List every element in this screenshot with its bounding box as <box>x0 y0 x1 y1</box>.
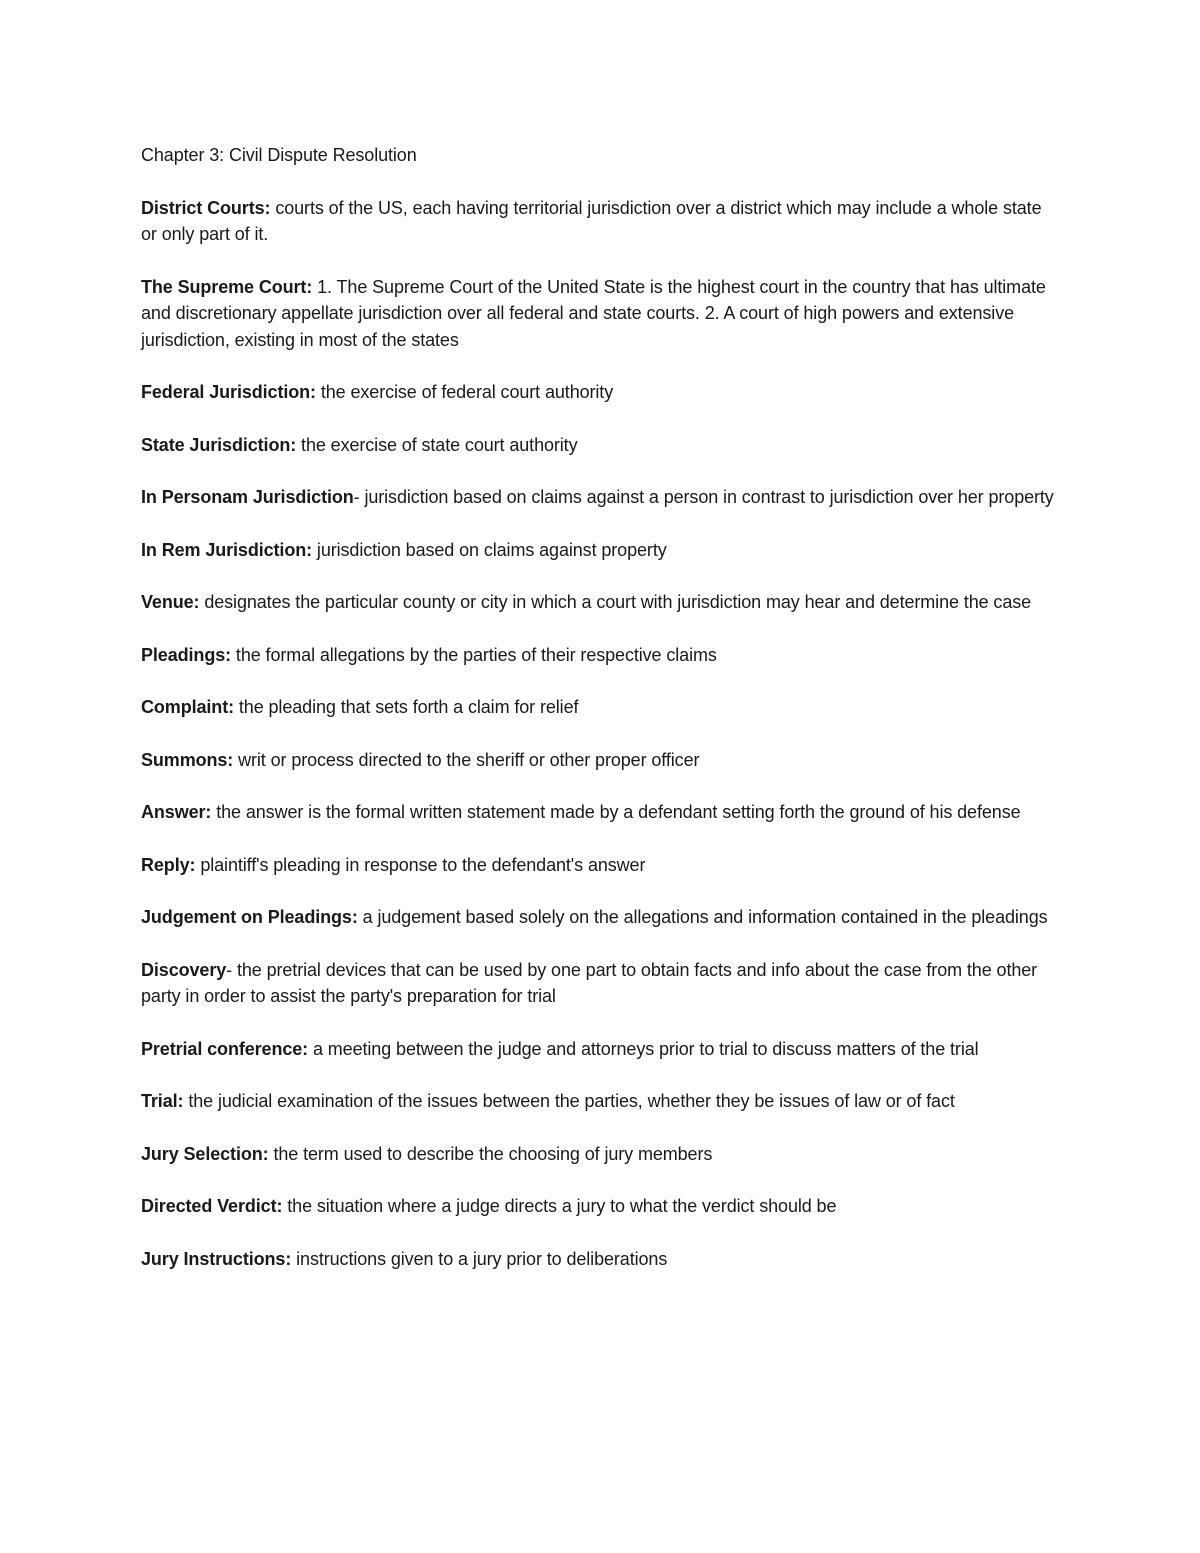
entry-term: Reply: <box>141 854 196 875</box>
entry-term: Jury Instructions: <box>141 1248 292 1269</box>
entry-definition: - jurisdiction based on claims against a person in contrast to jurisdiction over her property <box>353 487 1054 507</box>
entry-term: Pleadings: <box>141 644 232 665</box>
entry-term: Federal Jurisdiction: <box>141 382 316 402</box>
entry-term: Summons: <box>141 749 234 770</box>
entry-term: Judgement on Pleadings: <box>141 907 358 927</box>
entry-definition: 1. The Supreme Court of the United State is the highest court in the country that has ultimate and discretionary appellate jurisdiction over all federal and state courts. 2. A court of high powers and extensive jurisdiction, existing in most of the states <box>141 276 1046 350</box>
entry-term: Jury Selection: <box>141 1143 269 1164</box>
glossary-entry <box>141 747 1056 774</box>
entry-definition: the answer is the formal written statement made by a defendant setting forth the ground of his defense <box>211 802 1021 822</box>
entry-definition: courts of the US, each having territorial jurisdiction over a district which may include a whole state or only part of it. <box>141 197 1042 244</box>
glossary-entry <box>141 904 1056 931</box>
entry-definition: a meeting between the judge and attorneys prior to trial to discuss matters of the trial <box>308 1038 979 1059</box>
glossary-entry <box>141 694 1056 721</box>
entry-term: District Courts: <box>141 197 271 218</box>
entry-definition: the exercise of state court authority <box>296 434 578 455</box>
entry-term: The Supreme Court: <box>141 276 313 297</box>
glossary-entry <box>141 432 1056 459</box>
entry-term: Answer: <box>141 802 212 822</box>
entry-term: Venue: <box>141 592 200 612</box>
entry-term: Trial: <box>141 1091 184 1111</box>
glossary-entry <box>141 1246 1056 1273</box>
entry-definition: the exercise of federal court authority <box>315 382 614 402</box>
entry-definition: the pleading that sets forth a claim for relief <box>234 697 579 717</box>
entry-term: Complaint: <box>141 697 234 717</box>
glossary-entry <box>141 1193 1056 1220</box>
glossary-entry <box>141 1088 1056 1115</box>
glossary-entry <box>141 379 1056 406</box>
entry-definition: instructions given to a jury prior to deliberations <box>291 1248 668 1269</box>
entry-term: In Rem Jurisdiction: <box>141 539 313 560</box>
entry-definition: a judgement based solely on the allegations and information contained in the pleadings <box>357 907 1048 927</box>
glossary-entry <box>141 852 1056 879</box>
entry-definition: the situation where a judge directs a jury to what the verdict should be <box>282 1196 837 1216</box>
entry-term: Discovery <box>141 959 227 980</box>
entry-term: State Jurisdiction: <box>141 434 297 455</box>
entry-definition: the judicial examination of the issues between the parties, whether they be issues of law or of fact <box>183 1091 955 1111</box>
entry-term: In Personam Jurisdiction <box>141 487 354 507</box>
entry-definition: the formal allegations by the parties of their respective claims <box>231 644 717 665</box>
glossary-entry <box>141 589 1056 616</box>
glossary-entry <box>141 957 1056 1010</box>
glossary-entry <box>141 537 1056 564</box>
document-title: Chapter 3: Civil Dispute Resolution <box>141 145 417 165</box>
entry-definition: designates the particular county or city in which a court with jurisdiction may hear and determine the case <box>199 592 1032 612</box>
entry-definition: writ or process directed to the sheriff or other proper officer <box>233 749 700 770</box>
glossary-entry <box>141 195 1056 248</box>
glossary-entry <box>141 484 1056 511</box>
document-body <box>141 142 1056 1298</box>
glossary-entry <box>141 1141 1056 1168</box>
entry-definition: - the pretrial devices that can be used by one part to obtain facts and info about the case from the other party in order to assist the party's preparation for trial <box>141 959 1038 1006</box>
glossary-entry <box>141 1036 1056 1063</box>
entry-definition: jurisdiction based on claims against property <box>312 539 667 560</box>
entry-definition: plaintiff's pleading in response to the defendant's answer <box>195 854 646 875</box>
glossary-entry <box>141 799 1056 826</box>
glossary-entry <box>141 642 1056 669</box>
glossary-entry <box>141 274 1056 354</box>
entry-definition: the term used to describe the choosing of jury members <box>268 1143 713 1164</box>
entry-term: Directed Verdict: <box>141 1196 283 1216</box>
entry-term: Pretrial conference: <box>141 1038 309 1059</box>
